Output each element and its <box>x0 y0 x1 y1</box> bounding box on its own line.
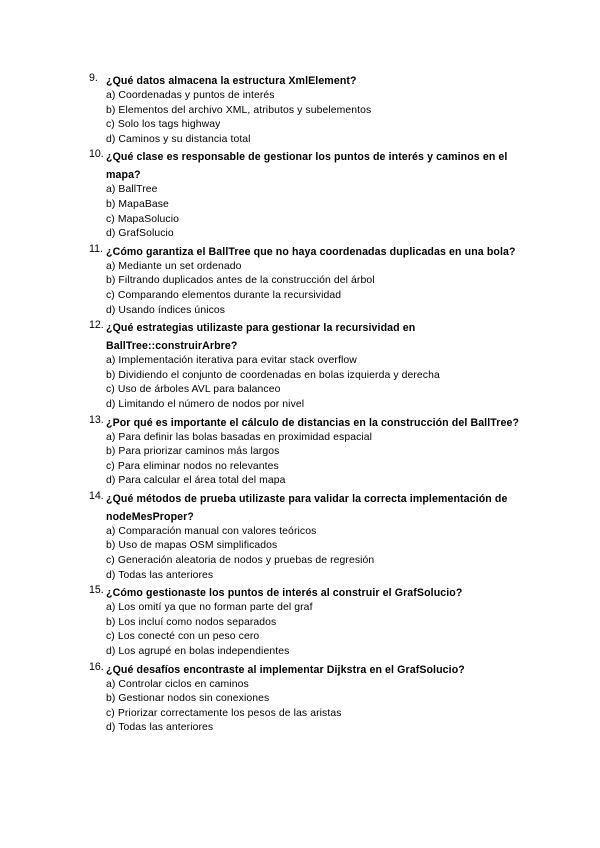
answer-option: b) Los incluí como nodos separados <box>106 616 277 628</box>
answer-option: a) Mediante un set ordenado <box>106 260 242 272</box>
answer-option: b) MapaBase <box>106 198 169 210</box>
question-list <box>89 71 539 736</box>
answer-option: b) Gestionar nodos sin conexiones <box>106 693 270 705</box>
question-text: ¿Qué desafíos encontraste al implementar Dijkstra en el GrafSolucio? <box>106 663 465 676</box>
answer-option: c) Para eliminar nodos no relevantes <box>106 460 279 472</box>
question-number: 14. <box>89 489 104 502</box>
answer-option: a) Los omití ya que no forman parte del graf <box>106 602 313 614</box>
question-text: ¿Por qué es importante el cálculo de distancias en la construcción del BallTree? <box>106 416 520 429</box>
answer-option: c) Comparando elementos durante la recursividad <box>106 289 342 301</box>
answer-option: b) Uso de mapas OSM simplificados <box>106 540 278 552</box>
question-item <box>89 242 539 318</box>
answer-options <box>89 183 539 241</box>
question-number: 11. <box>89 242 103 255</box>
answer-options <box>89 525 539 583</box>
question-text: ¿Qué métodos de prueba utilizaste para validar la correcta implementación de nodeMesProper? <box>106 492 508 523</box>
answer-option: b) Dividiendo el conjunto de coordenadas en bolas izquierda y derecha <box>106 369 440 381</box>
question-number: 15. <box>89 584 104 597</box>
answer-option: b) Filtrando duplicados antes de la construcción del árbol <box>106 275 375 287</box>
answer-options <box>89 260 539 318</box>
answer-option: a) Implementación iterativa para evitar stack overflow <box>106 355 357 367</box>
question-text: ¿Qué datos almacena la estructura XmlElement? <box>106 75 357 87</box>
question-number: 16. <box>89 660 104 673</box>
question-text: ¿Cómo gestionaste los puntos de interés al construir el GrafSolucio? <box>106 587 463 600</box>
answer-option: c) Uso de árboles AVL para balanceo <box>106 384 281 396</box>
question-text: ¿Qué clase es responsable de gestionar los puntos de interés y caminos en el mapa? <box>106 151 508 182</box>
answer-option: d) Todas las anteriores <box>106 569 214 581</box>
answer-options <box>89 431 539 489</box>
answer-options <box>89 601 539 659</box>
question-number: 13. <box>89 413 104 426</box>
answer-option: d) Limitando el número de nodos por nivel <box>106 398 305 410</box>
question-number: 12. <box>89 319 104 332</box>
answer-option: c) Priorizar correctamente los pesos de las aristas <box>106 707 342 719</box>
question-item <box>89 660 539 736</box>
answer-option: a) BallTree <box>106 184 158 196</box>
answer-option: a) Para definir las bolas basadas en proximidad espacial <box>106 431 373 443</box>
question-item <box>89 413 539 489</box>
answer-option: a) Comparación manual con valores teóricos <box>106 525 317 537</box>
question-item <box>89 318 539 412</box>
question-number: 9. <box>89 72 98 84</box>
question-number: 10. <box>89 148 104 161</box>
question-text: ¿Cómo garantiza el BallTree que no haya coordenadas duplicadas en una bola? <box>106 245 516 258</box>
answer-option: c) Solo los tags highway <box>106 119 221 131</box>
question-text: ¿Qué estrategias utilizaste para gestionar la recursividad en BallTree::construirArbre? <box>106 322 416 353</box>
question-item <box>89 489 539 583</box>
answer-option: d) Los agrupé en bolas independientes <box>106 646 290 658</box>
answer-option: c) Los conecté con un peso cero <box>106 631 260 643</box>
answer-option: d) Usando índices únicos <box>106 304 226 316</box>
answer-option: d) Todas las anteriores <box>106 722 214 734</box>
question-item <box>89 71 539 147</box>
answer-option: d) GrafSolucio <box>106 228 174 240</box>
answer-option: b) Para priorizar caminos más largos <box>106 446 280 458</box>
answer-options <box>89 678 539 736</box>
answer-option: c) Generación aleatoria de nodos y pruebas de regresión <box>106 555 375 567</box>
answer-option: d) Para calcular el área total del mapa <box>106 475 286 487</box>
answer-option: a) Coordenadas y puntos de interés <box>106 90 275 101</box>
answer-option: d) Caminos y su distancia total <box>106 133 251 145</box>
question-item <box>89 147 539 241</box>
answer-options <box>89 354 539 412</box>
question-item <box>89 583 539 659</box>
answer-option: b) Elementos del archivo XML, atributos y subelementos <box>106 104 372 116</box>
answer-option: a) Controlar ciclos en caminos <box>106 678 249 690</box>
answer-option: c) MapaSolucio <box>106 213 180 225</box>
answer-options <box>89 89 539 147</box>
